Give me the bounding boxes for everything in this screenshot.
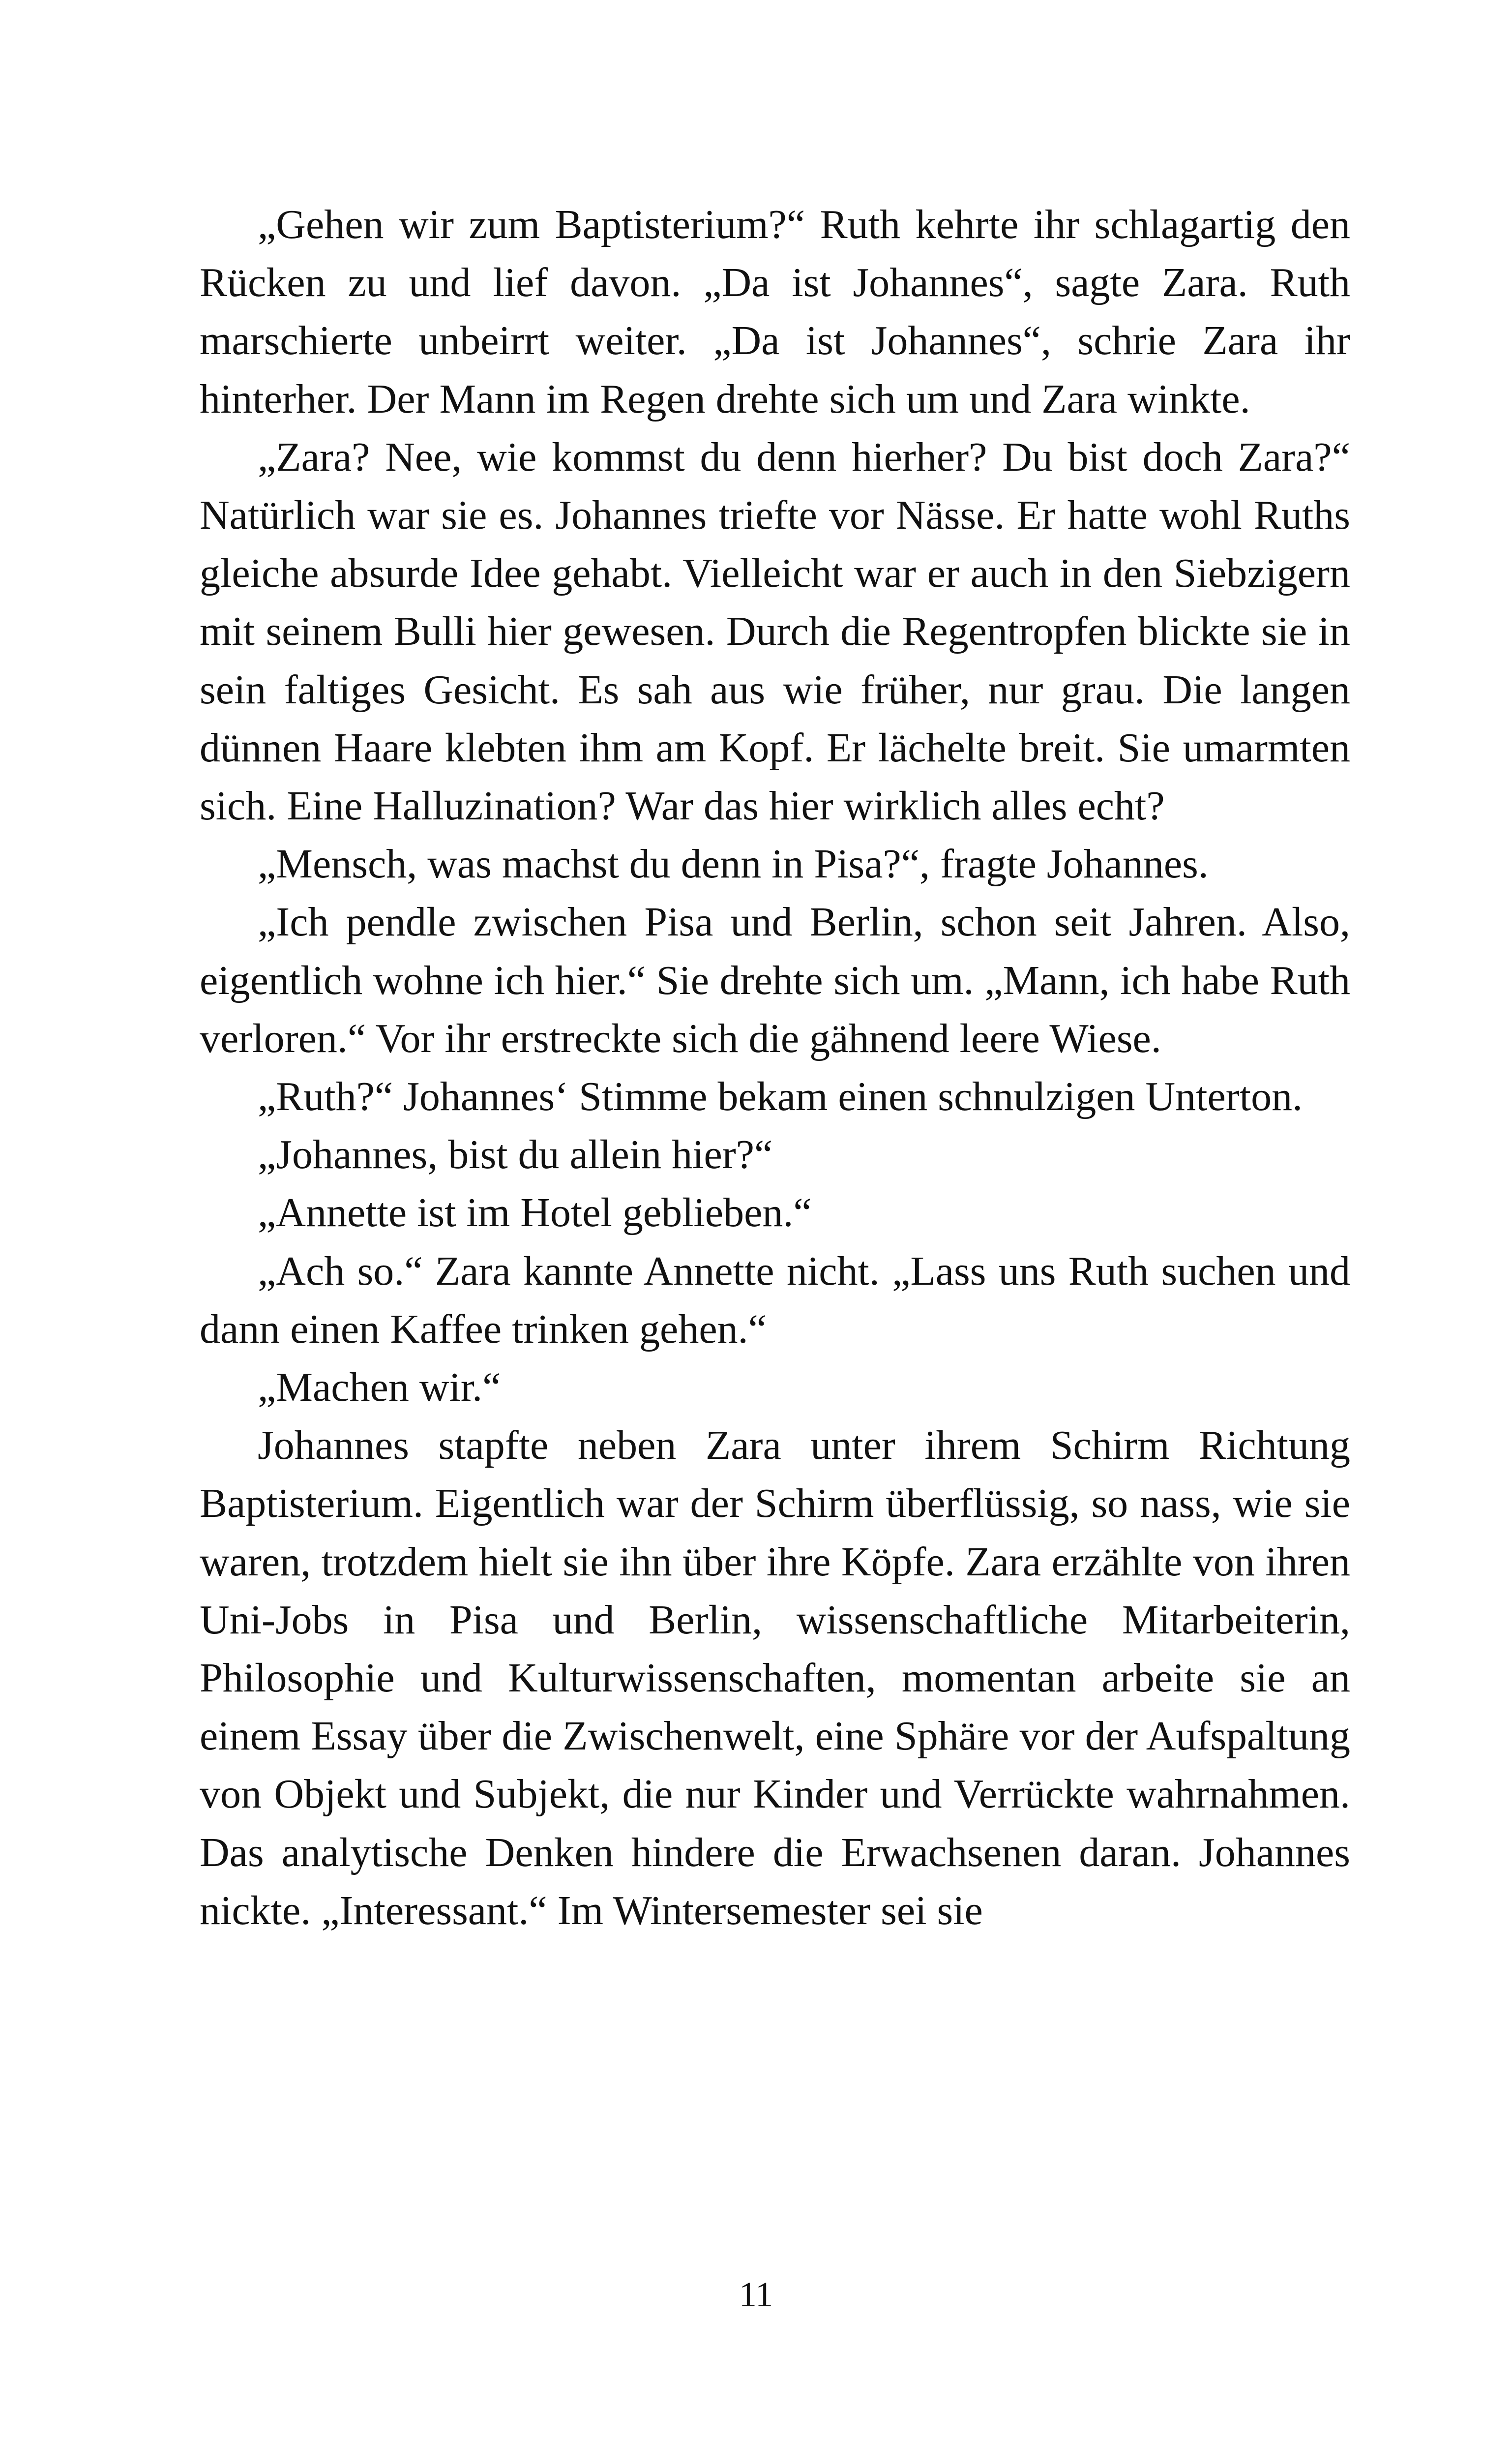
paragraph: „Machen wir.“	[258, 1364, 501, 1411]
paragraph: „Ruth?“ Johannes‘ Stimme bekam einen schnulzigen Unterton.	[258, 1074, 1303, 1120]
paragraph: „Gehen wir zum Baptisterium?“ Ruth kehrte ihr schlagartig den Rücken zu und lief davon. „Da ist Johannes“, sagte Zara. Ruth marschierte unbeirrt weiter. „Da ist Johannes“, schrie Zara ihr hinterher. Der Mann im Regen drehte sich um und Zara winkte.	[200, 202, 1350, 422]
paragraph: „Mensch, was machst du denn in Pisa?“, fragte Johannes.	[258, 841, 1209, 887]
paragraph: „Annette ist im Hotel geblieben.“	[258, 1190, 812, 1236]
paragraph: „Johannes, bist du allein hier?“	[258, 1132, 773, 1178]
paragraph: Johannes stapfte neben Zara unter ihrem Schirm Richtung Baptisterium. Eigentlich war der Schirm überflüssig, so nass, wie sie waren, trotzdem hielt sie ihn über ihre Köpfe. Zara erzählte von ihren Uni-Jobs in Pisa und Berlin, wissenschaftliche Mitarbeiterin, Philosophie und Kulturwissenschaften, momentan arbeite sie an einem Essay über die Zwischenwelt, eine Sphäre vor der Aufspaltung von Objekt und Subjekt, die nur Kinder und Verrückte wahrnahmen. Das analytische Denken hindere die Erwachsenen daran. Johannes nickte. „Interessant.“ Im Wintersemester sei sie	[200, 1422, 1350, 1933]
body-text	[200, 196, 1350, 1940]
page-number: 11	[739, 2275, 773, 2314]
paragraph: „Zara? Nee, wie kommst du denn hierher? Du bist doch Zara?“ Natürlich war sie es. Johannes triefte vor Nässe. Er hatte wohl Ruths gleiche absurde Idee gehabt. Vielleicht war er auch in den Siebzigern mit seinem Bulli hier gewesen. Durch die Regentropfen blickte sie in sein faltiges Gesicht. Es sah aus wie früher, nur grau. Die langen dünnen Haare klebten ihm am Kopf. Er lächelte breit. Sie umarmten sich. Eine Halluzination? War das hier wirklich alles echt?	[200, 434, 1350, 829]
paragraph: „Ach so.“ Zara kannte Annette nicht. „Lass uns Ruth suchen und dann einen Kaffee trinken gehen.“	[200, 1248, 1350, 1352]
paragraph: „Ich pendle zwischen Pisa und Berlin, schon seit Jahren. Also, eigentlich wohne ich hier.“ Sie drehte sich um. „Mann, ich habe Ruth verloren.“ Vor ihr erstreckte sich die gähnend leere Wiese.	[200, 899, 1350, 1061]
